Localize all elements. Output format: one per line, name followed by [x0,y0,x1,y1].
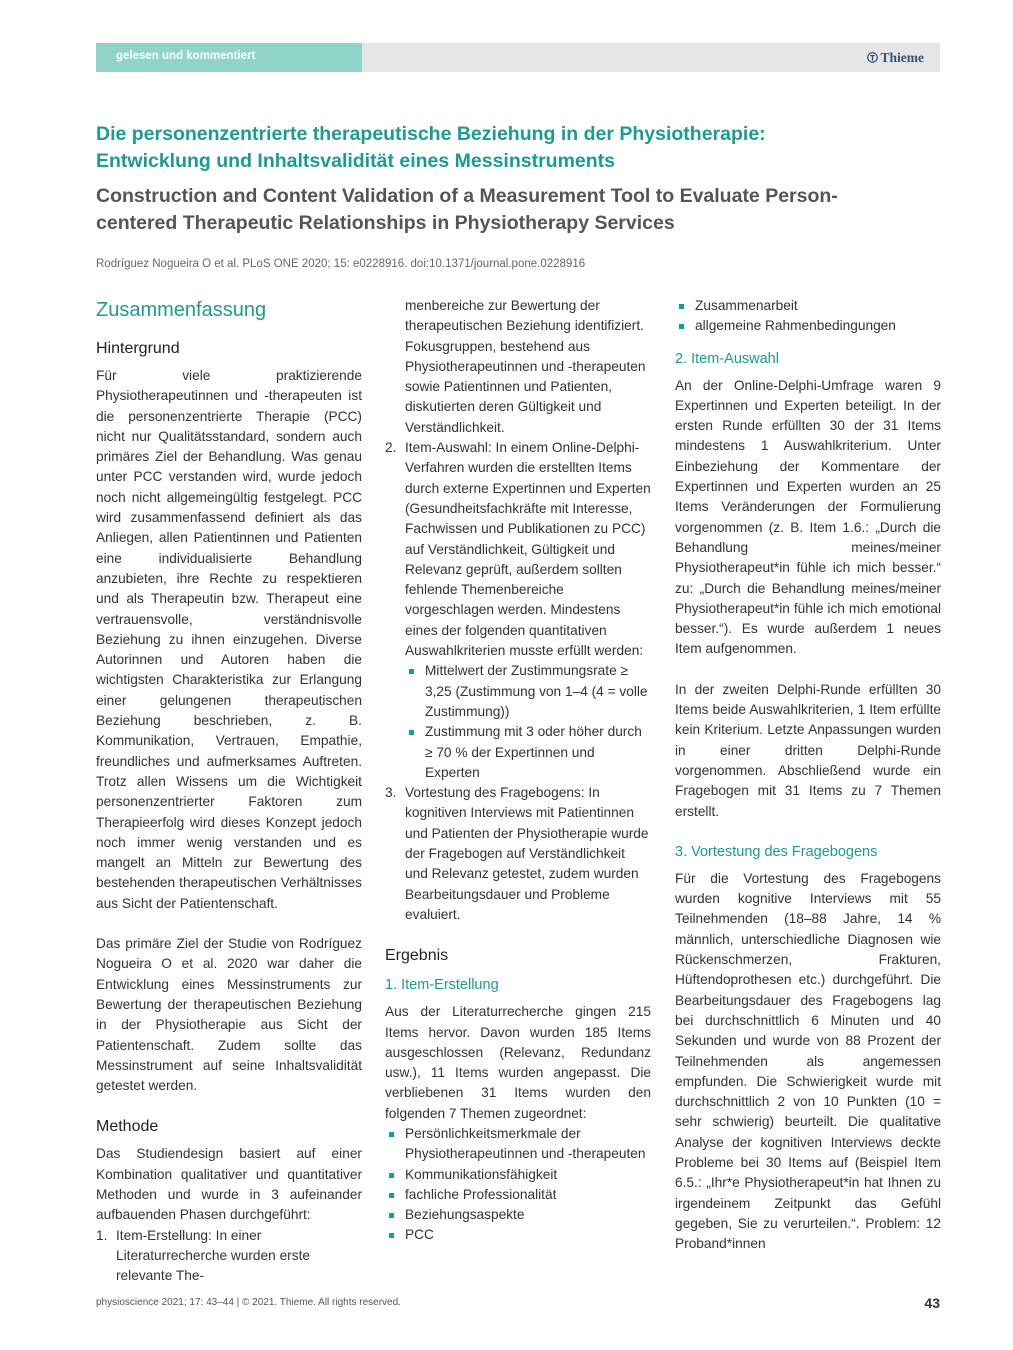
thieme-logo [867,49,925,66]
list-item: Mittelwert der Zustimmungsrate ≥ 3,25 (Zustimmung von 1–4 (4 = volle Zustimmung)) [405,661,651,722]
subheading-item-erstellung: 1. Item-Erstellung [385,977,499,994]
list-item: Kommunikationsfähigkeit [385,1165,651,1185]
subheading-vortestung: 3. Vortestung des Fragebogens [675,843,878,860]
method-step-2 [385,438,651,783]
title-english: Construction and Content Validation of a Measurement Tool to Evaluate Person-centered Therapeutic Relationships in Physiotherapy Services [96,185,838,234]
title-german: Die personenzentrierte therapeutische Beziehung in der Physiotherapie: Entwicklung und Inhaltsvalidität eines Messinstruments [96,123,766,172]
method-steps-list [96,1226,362,1287]
list-item: allgemeine Rahmenbedingungen [675,316,941,336]
paragraph-item-auswahl-2: In der zweiten Delphi-Runde erfüllten 30 Items beide Auswahlkriterien, 1 Item erfüllte kein Kriterium. Letzte Anpassungen wurden in einer dritten Delphi-Runde vorgenommen. Abschließend wurde ein Fragebogen mit 31 Items zu 7 Themen erstellt. [675,681,941,819]
list-item: fachliche Professionalität [385,1185,651,1205]
criteria-list [405,661,651,783]
themes-list-continued [675,296,941,337]
method-step-1 [96,1226,362,1287]
paragraph-hintergrund-1: Für viele praktizierende Physiotherapeutinnen und -therapeuten ist die personenzentrierte Therapie (PCC) nicht nur Qualitätsstandard, sondern auch primäres Ziel der Behandlung. Was genau unter PCC verstanden wird, wurde jedoch noch nicht allgemeingültig festgelegt. PCC wird zusammenfassend definiert als das Anliegen, allen Patientinnen und Patienten eine individualisierte Behandlung anzubieten, ihre Rechte zu respektieren und als Therapeutin bzw. Therapeut eine vertrauensvolle, verständnisvolle Beziehung zu ihnen einzugehen. Diverse Autorinnen und Autoren haben die wichtigsten Charakteristika zur Erlangung einer gelungenen therapeutischen Beziehung beschrieben, z. B. Kommunikation, Vertrauen, Empathie, freundliches und aufmerksames Auftreten. Trotz allen Wissens um die Wichtigkeit personenzentrierter Faktoren zum Therapieerfolg wird dieses Konzept jedoch noch immer wenig verstanden und es mangelt an Mitteln zur Bewertung des bestehenden therapeutischen Verhältnisses aus Sicht der Patientenschaft. [96,368,362,911]
step-number: 1. [96,1227,108,1243]
step-text: Item-Auswahl: In einem Online-Delphi-Verfahren wurden die erstellten Items durch externe Expertinnen und Experten (Gesundheitsfachkräfte mit Interesse, Fachwissen und Publikationen zu PCC) auf Verständlichkeit, Gültigkeit und Relevanz geprüft, außerdem sollten fehlende Themenbereiche vorgeschlagen werden. Mindestens eines der folgenden quantitativen Auswahlkriterien musste erfüllt werden: [405,440,651,659]
list-item: Beziehungsaspekte [385,1205,651,1225]
footer-journal-info: physioscience 2021; 17: 43–44 | © 2021. Thieme. All rights reserved. [96,1297,401,1308]
citation: Rodríguez Nogueira O et al. PLoS ONE 2020; 15: e0228916. doi:10.1371/journal.pone.0228916 [96,258,586,270]
method-step-3 [385,783,651,925]
list-item: Zusammenarbeit [675,296,941,316]
themes-list [385,1124,651,1246]
list-item: PCC [385,1225,651,1245]
paragraph-vortestung: Für die Vortestung des Fragebogens wurden kognitive Interviews mit 55 Teilnehmenden (18–88 Jahre, 14 % männlich, unterschiedliche Diagnosen wie Rückenschmerzen, Frakturen, Hüftendoprothesen etc.) durchgeführt. Die Bearbeitungsdauer des Fragebogens lag bei durchschnittlich 6 Minuten und 40 Sekunden und wurde von 88 Prozent der Teilnehmenden als angemessen empfunden. Die Schwierigkeit wurde mit durchschnittlich 2 von 10 Punkten (10 = sehr schwierig) beurteilt. Die qualitative Analyse der kognitiven Interviews deckte Probleme bei 30 Items auf (Beispiel Item 6.5.: „Ihr*e Physiotherapeut*in hat Ihnen zu irgendeinem Zeitpunkt das Gefühl gegeben, Sie zu verurteilen.“. Problem: 12 Proband*innen [675,870,941,1252]
list-item: Zustimmung mit 3 oder höher durch ≥ 70 % der Expertinnen und Experten [405,722,651,783]
paragraph-item-erstellung: Aus der Literaturrecherche gingen 215 Items hervor. Davon wurden 185 Items ausgeschlossen (Relevanz, Redundanz usw.), 11 Items wurden angepasst. Die verbliebenen 31 Items wurden den folgenden 7 Themen zugeordnet: [385,1004,651,1121]
step-number: 2. [385,440,397,456]
method-steps-list-continued [385,438,651,925]
thieme-logo-text: Thieme [880,50,924,65]
section-tag: gelesen und kommentiert [96,43,362,72]
paragraph-hintergrund-2: Das primäre Ziel der Studie von Rodríguez Nogueira O et al. 2020 war daher die Entwicklung eines Messinstruments zur Bewertung der therapeutischen Beziehung in der Physiotherapie aus Sicht der Patientenschaft. Zudem sollte das Messinstrument auf seine Inhaltsvalidität getestet werden. [96,936,362,1094]
section-heading-zusammenfassung: Zusammenfassung [96,299,267,321]
page-number: 43 [924,1295,940,1311]
subheading-methode: Methode [96,1118,159,1136]
subheading-hintergrund: Hintergrund [96,340,180,357]
column-3 [675,296,941,1254]
thieme-emblem-icon [867,52,878,63]
step-number: 3. [385,785,397,801]
step-text: Item-Erstellung: In einer Literaturrecherche wurden erste relevante The- [116,1227,311,1284]
paragraph-methode: Das Studiendesign basiert auf einer Kombination qualitativer und quantitativer Methoden und wurde in 3 aufeinander aufbauenden Phasen durchgeführt: [96,1146,362,1223]
subheading-item-auswahl: 2. Item-Auswahl [675,350,779,367]
list-item: Persönlichkeitsmerkmale der Physiotherapeutinnen und -therapeuten [385,1124,651,1165]
column-2 [385,296,651,1246]
paragraph-item-auswahl-1: An der Online-Delphi-Umfrage waren 9 Expertinnen und Experten beteiligt. In der ersten Runde erfüllten 30 der 31 Items mindestens 1 Auswahlkriterium. Unter Einbeziehung der Kommentare der Expertinnen und Experten wurden an 25 Items Veränderungen der Formulierung vorgenommen (z. B. Item 1.6.: „Durch die Behandlung meines/meiner Physiotherapeut*in fühle ich mich besser.“ zu: „Durch die Behandlung meines/meiner Physiotherapeut*in fühle ich mich emotional besser.“). Es wurde außerdem 1 neues Item aufgenommen. [675,377,941,657]
column-1 [96,296,362,1286]
method-step-1-continued: menbereiche zur Bewertung der therapeutischen Beziehung identifiziert. Fokusgruppen, bestehend aus Physiotherapeutinnen und -therapeuten sowie Patientinnen und Patienten, diskutierten deren Gültigkeit und Verständlichkeit. [405,298,646,435]
subheading-ergebnis: Ergebnis [385,947,449,965]
step-text: Vortestung des Fragebogens: In kognitiven Interviews mit Patientinnen und Patienten der Physiotherapie wurde der Fragebogen auf Verständlichkeit und Relevanz getestet, zudem wurden Bearbeitungsdauer und Probleme evaluiert. [405,785,649,922]
